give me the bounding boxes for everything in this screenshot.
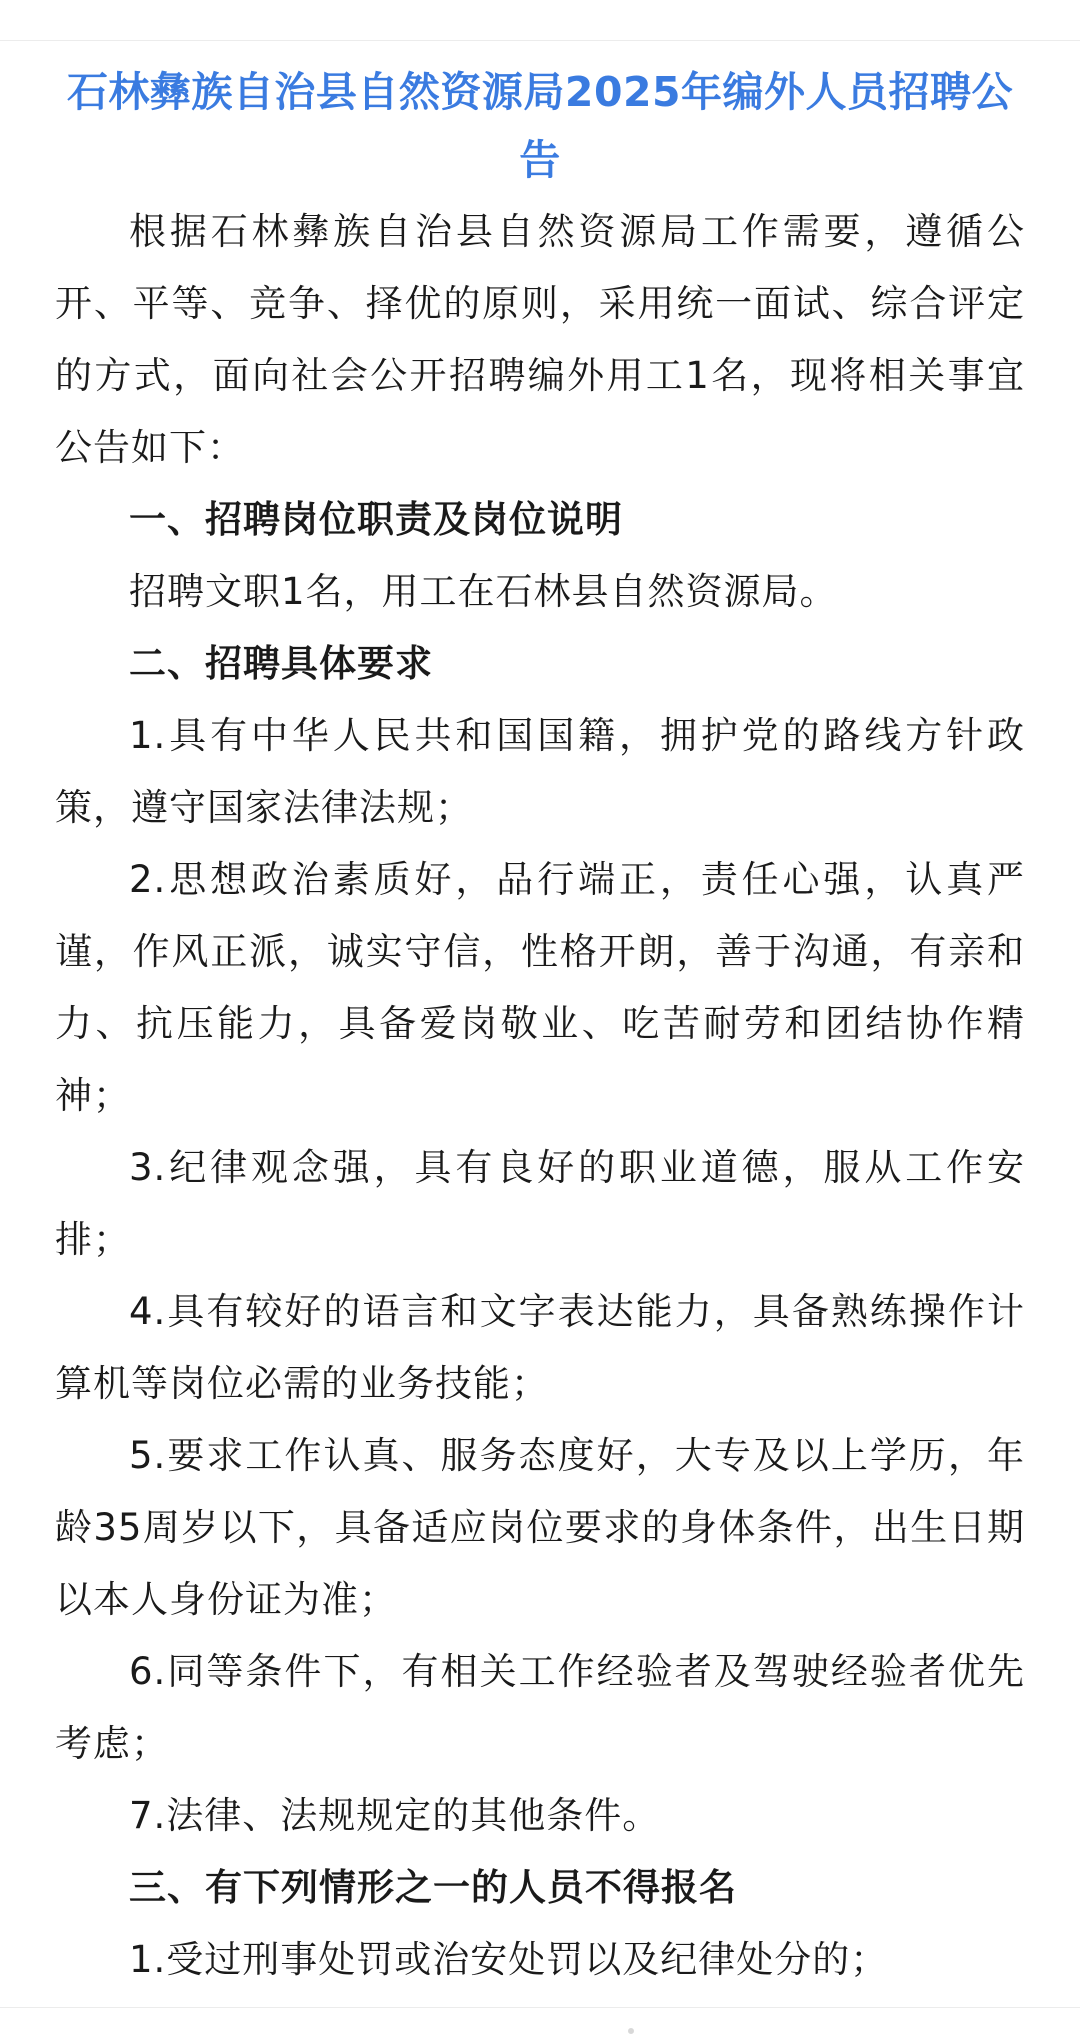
top-divider	[0, 40, 1080, 41]
exclusion-1: 1.受过刑事处罚或治安处罚以及纪律处分的；	[129, 1938, 889, 1981]
requirement-5: 5.要求工作认真、服务态度好，大专及以上学历，年龄35周岁以下，具备适应岗位要求的身体条件，出生日期以本人身份证为准；	[55, 1434, 1025, 1621]
requirement-2: 2.思想政治素质好，品行端正，责任心强，认真严谨，作风正派，诚实守信，性格开朗，善于沟通，有亲和力、抗压能力，具备爱岗敬业、吃苦耐劳和团结协作精神；	[55, 858, 1025, 1117]
requirement-6: 6.同等条件下，有相关工作经验者及驾驶经验者优先考虑；	[55, 1650, 1025, 1765]
section-heading-3: 三、有下列情形之一的人员不得报名	[129, 1866, 737, 1909]
bottom-divider	[0, 2007, 1080, 2008]
requirement-3: 3.纪律观念强，具有良好的职业道德，服从工作安排；	[55, 1146, 1025, 1261]
article-title: 石林彝族自治县自然资源局2025年编外人员招聘公告	[66, 68, 1014, 184]
scroll-indicator-dot	[628, 2028, 634, 2034]
announcement-article	[55, 58, 1025, 1996]
requirement-4: 4.具有较好的语言和文字表达能力，具备熟练操作计算机等岗位必需的业务技能；	[55, 1290, 1025, 1405]
section-heading-2: 二、招聘具体要求	[129, 642, 433, 685]
intro-paragraph: 根据石林彝族自治县自然资源局工作需要，遵循公开、平等、竞争、择优的原则，采用统一面试、综合评定的方式，面向社会公开招聘编外用工1名，现将相关事宜公告如下：	[55, 210, 1025, 469]
requirement-7: 7.法律、法规规定的其他条件。	[129, 1794, 661, 1837]
section-1-paragraph: 招聘文职1名，用工在石林县自然资源局。	[129, 570, 838, 613]
section-heading-1: 一、招聘岗位职责及岗位说明	[129, 498, 623, 541]
requirement-1: 1.具有中华人民共和国国籍，拥护党的路线方针政策，遵守国家法律法规；	[55, 714, 1025, 829]
